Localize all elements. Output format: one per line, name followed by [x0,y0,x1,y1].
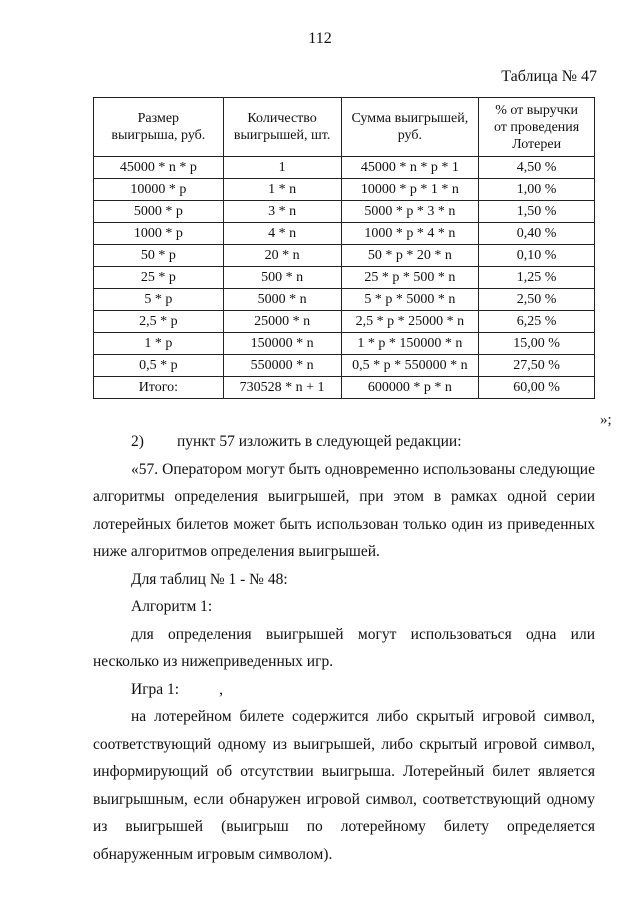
table-row [94,157,595,179]
table-cell: 5000 * p * 3 * n [341,201,479,223]
table-cell: 1000 * p [94,223,224,245]
table-cell: 50 * p [94,245,224,267]
table-cell: 1 * n [223,179,341,201]
table-cell: 600000 * p * n [341,377,479,399]
table-cell: 1,25 % [479,267,595,289]
table-row [94,223,595,245]
table-cell: 3 * n [223,201,341,223]
table-cell: 60,00 % [479,377,595,399]
table-cell: 5000 * n [223,289,341,311]
header-prize-count: Количество выигрышей, шт. [223,98,341,157]
table-cell: 25000 * n [223,311,341,333]
game-heading [93,676,595,704]
table-header [94,98,595,157]
table-cell: 150000 * n [223,333,341,355]
table-cell: 1 * p [94,333,224,355]
table-row [94,355,595,377]
item-text: пункт 57 изложить в следующей редакции: [177,433,462,450]
table-cell: 4,50 % [479,157,595,179]
item-number: 2) [131,433,144,450]
game-label: Игра 1: [131,680,180,698]
game-mark: , [219,680,223,698]
table-cell: 2,5 * p [94,311,224,333]
table-cell: 45000 * n * p [94,157,224,179]
paragraph-57: «57. Оператором могут быть одновременно использованы следующие алгоритмы определения выигрышей, при этом в рамках одной серии лотерейных билетов может быть использован только один из приведенных ниже алгоритмов определения выигрышей. [93,460,595,560]
header-revenue-percent: % от выручки от проведения Лотереи [479,98,595,157]
table-caption: Таблица № 47 [501,68,597,85]
table-row [94,333,595,355]
table-cell: 0,5 * p * 550000 * n [341,355,479,377]
table-row [94,311,595,333]
table-cell: 500 * n [223,267,341,289]
algorithm-heading: Алгоритм 1: [131,598,213,615]
table-cell: 25 * p * 500 * n [341,267,479,289]
table-cell: 6,25 % [479,311,595,333]
header-prize-sum: Сумма выигрышей, руб. [341,98,479,157]
table-cell: Итого: [94,377,224,399]
table-cell: 0,10 % [479,245,595,267]
document-body [93,428,595,868]
table-cell: 50 * p * 20 * n [341,245,479,267]
table-cell: 5000 * p [94,201,224,223]
table-cell: 15,00 % [479,333,595,355]
table-cell: 1,00 % [479,179,595,201]
prize-table [93,97,595,399]
table-cell: 1,50 % [479,201,595,223]
table-cell: 0,40 % [479,223,595,245]
table-cell: 1 [223,157,341,179]
table-row [94,267,595,289]
table-cell: 2,50 % [479,289,595,311]
table-row [94,289,595,311]
table-cell: 550000 * n [223,355,341,377]
paragraph-symbol: на лотерейном билете содержится либо скрытый игровой символ, соответствующий одному из выигрышей, либо скрытый игровой символ, информирующий об отсутствии выигрыша. Лотерейный билет является выигрышным, если обнаружен игровой символ, соответствующий одному из выигрышей (выигрыш по лотерейному билету определяется обнаруженным игровым символом). [93,708,595,863]
table-cell: 2,5 * p * 25000 * n [341,311,479,333]
tables-line: Для таблиц № 1 - № 48: [131,570,288,588]
table-cell: 45000 * n * p * 1 [341,157,479,179]
table-row [94,179,595,201]
table-cell: 0,5 * p [94,355,224,377]
table-cell: 1 * p * 150000 * n [341,333,479,355]
table-cell: 10000 * p [94,179,224,201]
list-item-2 [93,428,595,456]
page-number: 112 [308,30,332,47]
table-cell: 20 * n [223,245,341,267]
table-cell: 5 * p [94,289,224,311]
table-row [94,201,595,223]
table-cell: 730528 * n + 1 [223,377,341,399]
table-body [94,157,595,399]
header-prize-size: Размер выигрыша, руб. [94,98,224,157]
table-cell: 5 * p * 5000 * n [341,289,479,311]
table-closing-mark: »; [600,412,612,428]
table-row [94,377,595,399]
table-cell: 1000 * p * 4 * n [341,223,479,245]
table-cell: 10000 * p * 1 * n [341,179,479,201]
table-cell: 27,50 % [479,355,595,377]
paragraph-games: для определения выигрышей могут использоваться одна или несколько из нижеприведенных игр. [93,625,595,670]
table-cell: 25 * p [94,267,224,289]
table-cell: 4 * n [223,223,341,245]
table-row [94,245,595,267]
